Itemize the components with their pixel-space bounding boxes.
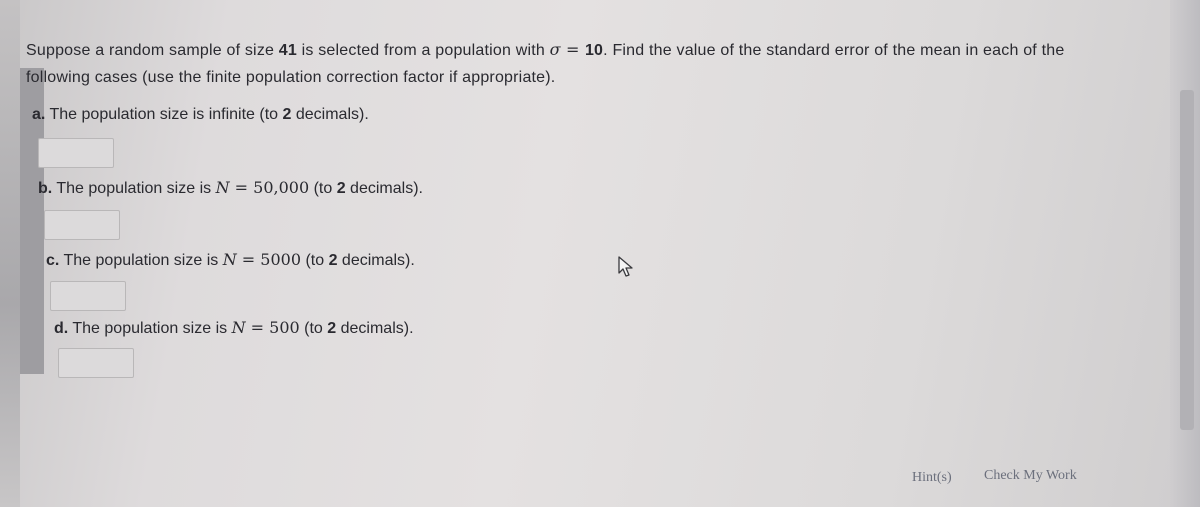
mouse-pointer-icon <box>618 256 634 278</box>
question-intro-line2: following cases (use the finite population correction factor if appropriate). <box>26 69 556 86</box>
sigma-value: 10 <box>584 42 604 59</box>
check-my-work-link[interactable]: Check My Work <box>984 468 1077 483</box>
part-b-prompt: b. The population size is N = 50,000 (to 2 decimals). <box>38 178 423 197</box>
question-intro-line1: Suppose a random sample of size 41 is selected from a population with σ = 10. Find the value of the standard error of the mean in each of the <box>26 40 1065 59</box>
part-d-prompt: d. The population size is N = 500 (to 2 decimals). <box>54 318 414 337</box>
hints-link[interactable]: Hint(s) <box>912 470 952 485</box>
part-a-answer-input[interactable] <box>38 138 114 168</box>
part-d-answer-input[interactable] <box>58 348 134 378</box>
part-a-prompt: a. The population size is infinite (to 2 decimals). <box>32 106 369 123</box>
part-c-answer-input[interactable] <box>50 281 126 311</box>
part-c-prompt: c. The population size is N = 5000 (to 2 decimals). <box>46 250 415 269</box>
sample-size: 41 <box>278 42 297 59</box>
part-b-answer-input[interactable] <box>44 210 120 240</box>
scrollbar-thumb[interactable] <box>1180 90 1194 430</box>
